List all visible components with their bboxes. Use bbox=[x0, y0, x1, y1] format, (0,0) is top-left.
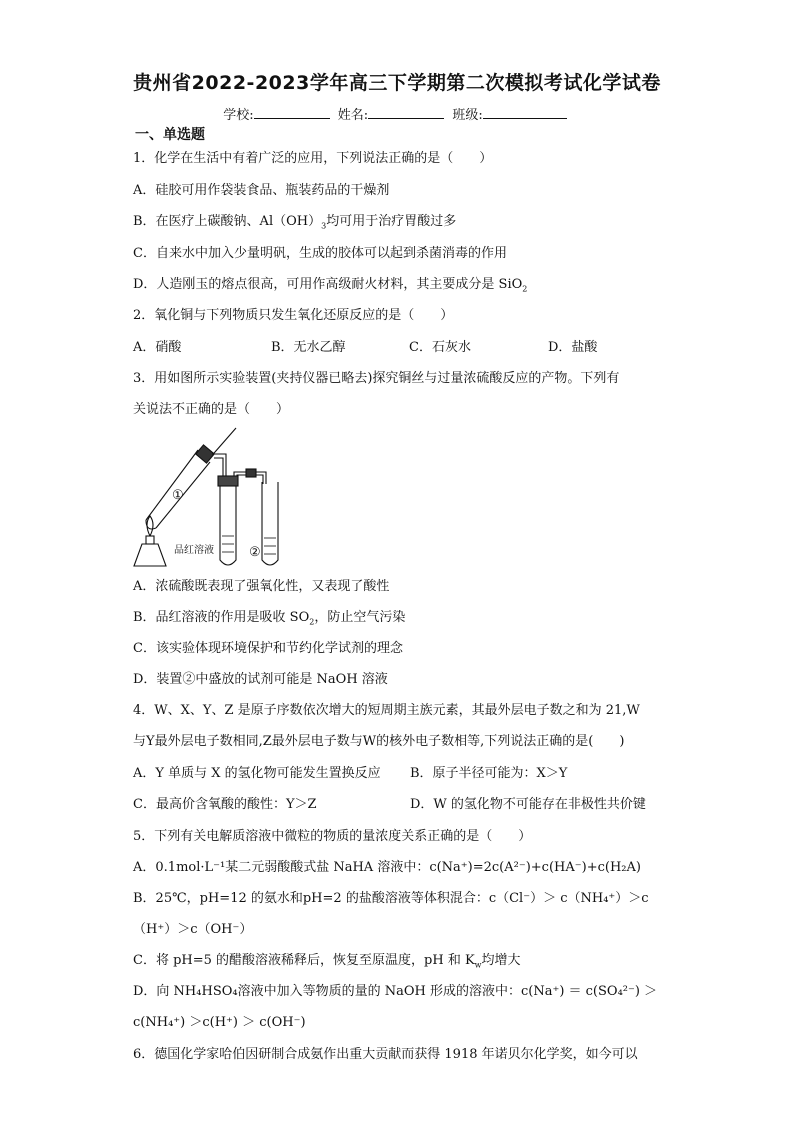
q5-option-b-line1: B．25℃，pH=12 的氨水和pH=2 的盐酸溶液等体积混合：c（Cl⁻）＞ c（NH₄⁺）＞c bbox=[133, 891, 649, 906]
figure-label-2: ② bbox=[249, 545, 261, 560]
q5-option-a: A．0.1mol·L⁻¹某二元弱酸酸式盐 NaHA 溶液中：c(Na⁺)=2c(A²⁻)+c(HA⁻)+c(H₂A) bbox=[133, 860, 641, 875]
q1-option-c: C．自来水中加入少量明矾，生成的胶体可以起到杀菌消毒的作用 bbox=[133, 246, 507, 261]
q4-stem-line2: 与Y最外层电子数相同,Z最外层电子数与W的核外电子数相等,下列说法正确的是( ) bbox=[133, 734, 625, 749]
figure-text: 品红溶液 bbox=[174, 545, 214, 556]
q5-option-d-line2: c(NH₄⁺) ＞c(H⁺) ＞ c(OH⁻) bbox=[133, 1015, 306, 1030]
class-blank[interactable] bbox=[483, 106, 567, 119]
q2-stem: 2．氧化铜与下列物质只发生氧化还原反应的是（ ） bbox=[133, 308, 454, 323]
q2-option-d: D．盐酸 bbox=[548, 340, 598, 355]
q5-option-d-line1: D．向 NH₄HSO₄溶液中加入等物质的量的 NaOH 形成的溶液中：c(Na⁺) ＝ c(SO₄²⁻) ＞ bbox=[133, 984, 658, 999]
q3-option-c: C．该实验体现环境保护和节约化学试剂的理念 bbox=[133, 641, 403, 656]
q3-option-a: A．浓硫酸既表现了强氧化性，又表现了酸性 bbox=[133, 579, 390, 594]
section-heading: 一、单选题 bbox=[135, 127, 205, 143]
q4-option-a: A．Y 单质与 X 的氢化物可能发生置换反应 bbox=[133, 766, 381, 781]
q1-stem: 1．化学在生活中有着广泛的应用，下列说法正确的是（ ） bbox=[133, 151, 493, 166]
q3-stem-line2: 关说法不正确的是（ ） bbox=[133, 402, 290, 417]
q2-option-c: C．石灰水 bbox=[409, 340, 471, 355]
q4-option-c: C．最高价含氧酸的酸性：Y＞Z bbox=[133, 797, 317, 812]
q4-stem-line1: 4．W、X、Y、Z 是原子序数依次增大的短周期主族元素，其最外层电子数之和为 21,W bbox=[133, 703, 640, 718]
q3-option-d: D．装置②中盛放的试剂可能是 NaOH 溶液 bbox=[133, 672, 388, 687]
q4-option-d: D．W 的氢化物不可能存在非极性共价键 bbox=[410, 797, 646, 812]
school-blank[interactable] bbox=[254, 106, 330, 119]
q3-option-b: B．品红溶液的作用是吸收 $SO_2$，防止空气污染 bbox=[133, 610, 406, 627]
student-info bbox=[0, 104, 794, 123]
q4-option-b: B．原子半径可能为：X＞Y bbox=[410, 766, 568, 781]
q5-option-c: C．将 pH=5 的醋酸溶液稀释后，恢复至原温度，pH 和 $K_w$均增大 bbox=[133, 953, 521, 970]
q3-stem-line1: 3．用如图所示实验装置(夹持仪器已略去)探究铜丝与过量浓硫酸反应的产物。下列有 bbox=[133, 371, 620, 386]
q1-option-d: D．人造刚玉的熔点很高，可用作高级耐火材料，其主要成分是 SiO$_2$ bbox=[133, 277, 528, 294]
figure-label-1: ① bbox=[172, 488, 184, 503]
school-label: 学校: bbox=[223, 108, 254, 123]
q1-option-b: B．在医疗上碳酸钠、$Al(OH)_3$均可用于治疗胃酸过多 bbox=[133, 214, 457, 231]
class-label: 班级: bbox=[452, 108, 483, 123]
q2-option-b: B．无水乙醇 bbox=[271, 340, 346, 355]
q5-stem: 5．下列有关电解质溶液中微粒的物质的量浓度关系正确的是（ ） bbox=[133, 829, 532, 844]
q5-option-b-line2: （H⁺）＞c（OH⁻） bbox=[133, 922, 253, 937]
name-label: 姓名: bbox=[337, 108, 369, 123]
q6-stem: 6．德国化学家哈伯因研制合成氨作出重大贡献而获得 1918 年诺贝尔化学奖，如今可以 bbox=[133, 1047, 638, 1062]
page-title: 贵州省2022-2023学年高三下学期第二次模拟考试化学试卷 bbox=[133, 72, 661, 94]
name-blank[interactable] bbox=[368, 106, 444, 119]
q1-option-a: A．硅胶可用作袋装食品、瓶装药品的干燥剂 bbox=[133, 183, 390, 198]
q2-option-a: A．硝酸 bbox=[133, 340, 182, 355]
